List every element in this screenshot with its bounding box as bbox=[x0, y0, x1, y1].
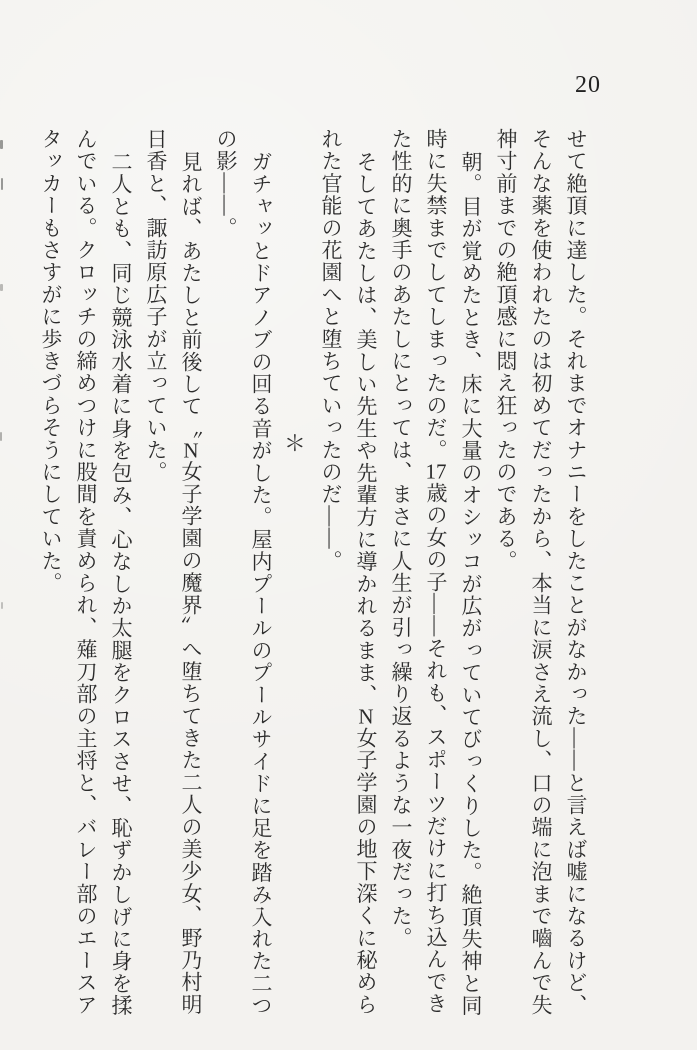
tatechuyoko-run: N bbox=[183, 439, 199, 461]
tatechuyoko-run: 17 bbox=[425, 461, 447, 482]
scan-artifact bbox=[0, 432, 2, 441]
scan-artifact bbox=[1, 178, 3, 190]
text-column: せて絶頂に達した。それまでオナニーをしたことがなかった——と言えば嘘になるけど、 bbox=[564, 128, 588, 1016]
text-column: 神寸前までの絶頂感に悶え狂ったのである。 bbox=[494, 128, 518, 572]
text-column: 日香と、諏訪原広子が立っていた。 bbox=[144, 128, 168, 484]
text-column: 二人とも、同じ競泳水着に身を包み、心なしか太腿をクロスさせ、恥ずかしげに身を揉 bbox=[109, 151, 133, 1017]
page-number: 20 bbox=[575, 72, 601, 98]
text-column: れた官能の花園へと堕ちていったのだ——。 bbox=[319, 128, 343, 572]
section-break bbox=[278, 128, 313, 1026]
scan-artifact bbox=[0, 284, 3, 291]
text-column: の影——。 bbox=[214, 128, 238, 239]
scan-artifact bbox=[1, 602, 3, 609]
text-column: 時に失禁までしてしまったのだ。17歳の女の子——それも、スポーツだけに打ち込んでき bbox=[424, 128, 448, 1015]
tatechuyoko-run: N bbox=[358, 706, 374, 727]
text-column: た性的に奥手のあたしにとっては、まさに人生が引っ繰り返るような一夜だった。 bbox=[389, 128, 413, 950]
text-column: 朝。目が覚めたとき、床に大量のオシッコが広がっていてびっくりした。絶頂失神と同 bbox=[459, 151, 483, 1017]
text-column: そしてあたしは、美しい先生や先輩方に導かれるまま、N女子学園の地下深くに秘めら bbox=[354, 151, 378, 1016]
text-column: そんな薬を使われたのは初めてだったから、本当に涙さえ流し、口の端に泡まで嚙んで失 bbox=[529, 128, 553, 1016]
text-block bbox=[33, 128, 593, 1026]
section-break-asterisk: ＊ bbox=[283, 431, 308, 456]
scan-artifact bbox=[0, 140, 3, 149]
text-column: ガチャッとドアノブの回る音がした。屋内プールのプールサイドに足を踏み入れた二つ bbox=[249, 151, 273, 1017]
text-column: んでいる。クロッチの締めつけに股間を責められ、薙刀部の主将と、バレー部のエースア bbox=[74, 128, 98, 1016]
text-column: タッカーもさすがに歩きづらそうにしていた。 bbox=[39, 128, 63, 595]
text-column: 見れば、あたしと前後して〝N女子学園の魔界〞へ堕ちてきた二人の美少女、野乃村明 bbox=[179, 151, 203, 1016]
